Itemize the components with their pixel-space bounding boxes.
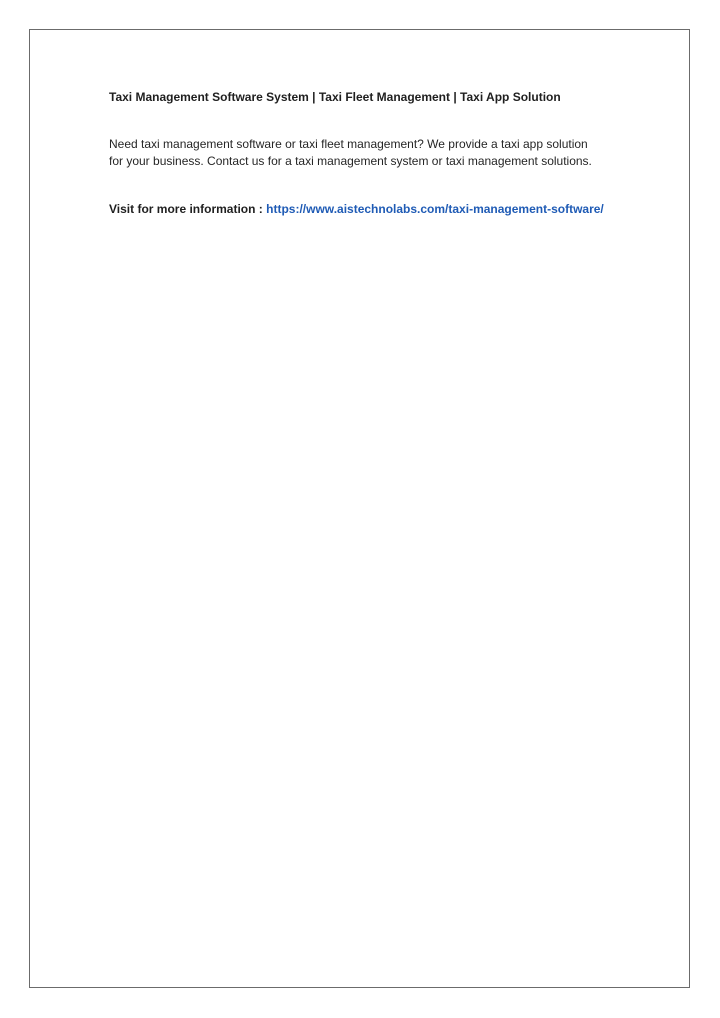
document-content: [109, 89, 649, 217]
more-info-link[interactable]: https://www.aistechnolabs.com/taxi-management-software/: [266, 202, 604, 216]
description-line-2: for your business. Contact us for a taxi management system or taxi management solutions.: [109, 154, 592, 168]
more-info-label: Visit for more information :: [109, 202, 263, 216]
document-title: Taxi Management Software System | Taxi Fleet Management | Taxi App Solution: [109, 90, 561, 104]
document-page: [29, 29, 690, 988]
more-info-line: [109, 201, 649, 217]
description-line-1: Need taxi management software or taxi fleet management? We provide a taxi app solution: [109, 137, 588, 151]
document-description: [109, 136, 629, 170]
